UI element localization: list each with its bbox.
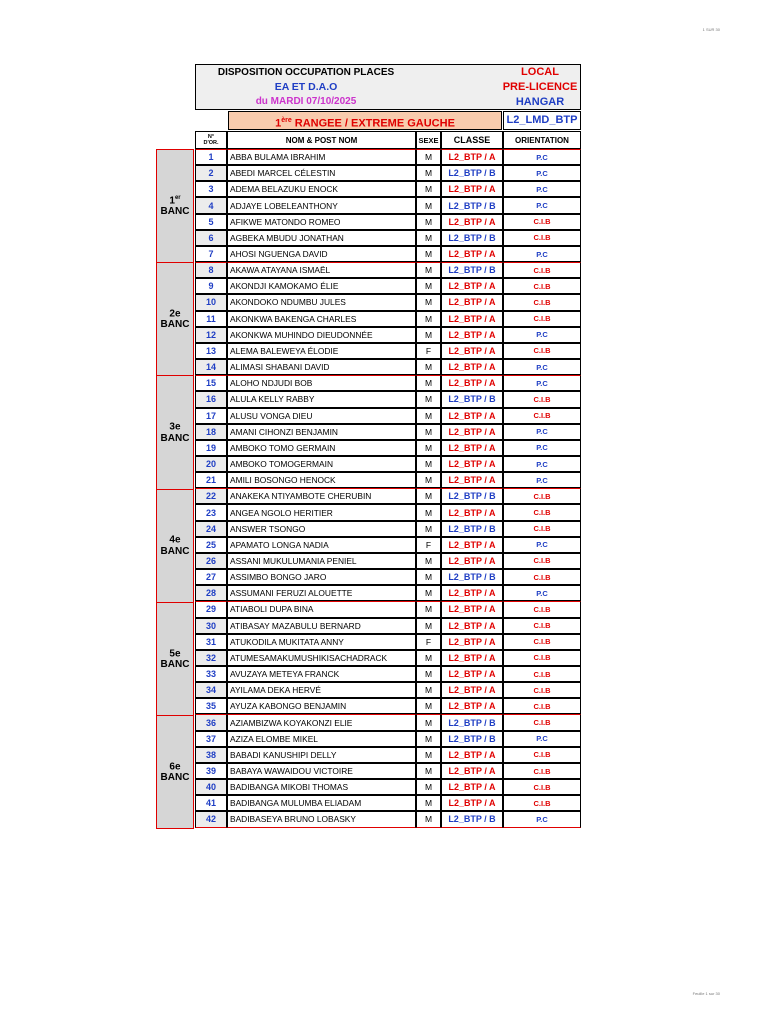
table-row	[195, 246, 581, 262]
banc-group	[156, 262, 194, 376]
student-classe: L2_BTP / A	[441, 294, 503, 310]
student-sexe: M	[416, 731, 441, 747]
rangee-sup: ère	[281, 117, 292, 124]
student-name: AMILI BOSONGO HENOCK	[227, 472, 416, 488]
row-number: 1	[195, 149, 227, 165]
table-row	[195, 488, 581, 504]
table-row	[195, 618, 581, 634]
student-classe: L2_BTP / A	[441, 214, 503, 230]
banc-number: 5e	[169, 648, 181, 659]
student-classe: L2_BTP / A	[441, 585, 503, 601]
table-row	[195, 504, 581, 520]
student-sexe: M	[416, 488, 441, 504]
row-number: 32	[195, 650, 227, 666]
row-number: 34	[195, 682, 227, 698]
student-orientation: C.I.B	[503, 278, 581, 294]
row-number: 31	[195, 634, 227, 650]
table-row	[195, 262, 581, 278]
banc-number: 4e	[169, 534, 181, 546]
row-number: 35	[195, 698, 227, 714]
header-prelicence: PRE-LICENCE	[502, 81, 578, 93]
banc-label: BANC	[160, 772, 190, 784]
student-name: BABADI KANUSHIPI DELLY	[227, 747, 416, 763]
row-number: 14	[195, 359, 227, 375]
table-row	[195, 650, 581, 666]
table-row	[195, 359, 581, 375]
student-orientation: C.I.B	[503, 634, 581, 650]
student-orientation: C.I.B	[503, 504, 581, 520]
student-sexe: M	[416, 311, 441, 327]
student-orientation: P.C	[503, 327, 581, 343]
student-orientation: C.I.B	[503, 553, 581, 569]
student-classe: L2_BTP / A	[441, 311, 503, 327]
student-sexe: F	[416, 343, 441, 359]
student-name: ATUKODILA MUKITATA ANNY	[227, 634, 416, 650]
student-classe: L2_BTP / A	[441, 246, 503, 262]
student-classe: L2_BTP / A	[441, 553, 503, 569]
student-name: ANGEA NGOLO HERITIER	[227, 504, 416, 520]
student-name: BABAYA WAWAIDOU VICTOIRE	[227, 763, 416, 779]
row-number: 33	[195, 666, 227, 682]
page-marker-top: 1 SUR 30	[702, 27, 720, 32]
table-row	[195, 763, 581, 779]
student-orientation: C.I.B	[503, 408, 581, 424]
row-number: 28	[195, 585, 227, 601]
student-name: AMBOKO TOMOGERMAIN	[227, 456, 416, 472]
student-orientation: C.I.B	[503, 666, 581, 682]
student-orientation: P.C	[503, 424, 581, 440]
student-sexe: F	[416, 537, 441, 553]
row-number: 4	[195, 197, 227, 213]
table-row	[195, 440, 581, 456]
banc-number: 2e	[169, 308, 181, 320]
row-number: 38	[195, 747, 227, 763]
student-orientation: C.I.B	[503, 488, 581, 504]
table-row	[195, 795, 581, 811]
banc-number: 3e	[169, 421, 181, 433]
student-classe: L2_BTP / A	[441, 149, 503, 165]
student-sexe: M	[416, 424, 441, 440]
student-sexe: F	[416, 634, 441, 650]
student-orientation: C.I.B	[503, 294, 581, 310]
row-number: 37	[195, 731, 227, 747]
student-orientation: P.C	[503, 811, 581, 827]
student-sexe: M	[416, 149, 441, 165]
row-number: 2	[195, 165, 227, 181]
student-name: ALIMASI SHABANI DAVID	[227, 359, 416, 375]
student-sexe: M	[416, 165, 441, 181]
student-classe: L2_BTP / A	[441, 618, 503, 634]
student-orientation: C.I.B	[503, 262, 581, 278]
rangee-number: 1	[275, 117, 282, 130]
student-orientation: C.I.B	[503, 763, 581, 779]
col-header-num-bottom: D'OR.	[203, 140, 219, 146]
row-number: 27	[195, 569, 227, 585]
student-sexe: M	[416, 504, 441, 520]
banc-group	[156, 489, 194, 603]
student-classe: L2_BTP / A	[441, 698, 503, 714]
student-sexe: M	[416, 214, 441, 230]
banc-label: BANC	[160, 206, 190, 218]
student-sexe: M	[416, 456, 441, 472]
students-table	[195, 149, 581, 828]
student-sexe: M	[416, 472, 441, 488]
student-orientation: C.I.B	[503, 311, 581, 327]
student-classe: L2_BTP / A	[441, 504, 503, 520]
student-classe: L2_BTP / B	[441, 811, 503, 827]
table-row	[195, 408, 581, 424]
table-row	[195, 521, 581, 537]
col-header-num	[195, 131, 227, 149]
student-name: AVUZAYA METEYA FRANCK	[227, 666, 416, 682]
row-number: 18	[195, 424, 227, 440]
student-orientation: P.C	[503, 537, 581, 553]
student-classe: L2_BTP / B	[441, 569, 503, 585]
student-orientation: P.C	[503, 456, 581, 472]
student-classe: L2_BTP / B	[441, 230, 503, 246]
student-sexe: M	[416, 327, 441, 343]
student-sexe: M	[416, 181, 441, 197]
student-orientation: P.C	[503, 181, 581, 197]
student-sexe: M	[416, 666, 441, 682]
student-orientation: C.I.B	[503, 343, 581, 359]
table-row	[195, 294, 581, 310]
row-number: 22	[195, 488, 227, 504]
student-sexe: M	[416, 569, 441, 585]
table-row	[195, 747, 581, 763]
student-name: ANAKEKA NTIYAMBOTE CHERUBIN	[227, 488, 416, 504]
student-sexe: M	[416, 795, 441, 811]
student-orientation: P.C	[503, 197, 581, 213]
student-sexe: M	[416, 278, 441, 294]
table-row	[195, 391, 581, 407]
row-number: 20	[195, 456, 227, 472]
table-row	[195, 585, 581, 601]
student-classe: L2_BTP / B	[441, 197, 503, 213]
student-name: ADJAYE LOBELEANTHONY	[227, 197, 416, 213]
row-number: 9	[195, 278, 227, 294]
student-sexe: M	[416, 747, 441, 763]
banc-group	[156, 375, 194, 489]
student-classe: L2_BTP / A	[441, 779, 503, 795]
student-name: AMANI CIHONZI BENJAMIN	[227, 424, 416, 440]
row-number: 21	[195, 472, 227, 488]
student-sexe: M	[416, 408, 441, 424]
table-row	[195, 181, 581, 197]
student-classe: L2_BTP / B	[441, 391, 503, 407]
row-number: 26	[195, 553, 227, 569]
student-orientation: C.I.B	[503, 569, 581, 585]
student-sexe: M	[416, 359, 441, 375]
banc-group	[156, 149, 194, 263]
student-orientation: P.C	[503, 165, 581, 181]
banc-label: BANC	[160, 545, 190, 557]
student-name: BADIBANGA MULUMBA ELIADAM	[227, 795, 416, 811]
row-number: 29	[195, 601, 227, 617]
table-row	[195, 214, 581, 230]
table-row	[195, 343, 581, 359]
header-subtitle: EA ET D.A.O	[274, 81, 338, 93]
student-name: ASSUMANI FERUZI ALOUETTE	[227, 585, 416, 601]
student-name: ANSWER TSONGO	[227, 521, 416, 537]
student-name: BADIBANGA MIKOBI THOMAS	[227, 779, 416, 795]
row-number: 8	[195, 262, 227, 278]
student-sexe: M	[416, 521, 441, 537]
student-name: ATUMESAMAKUMUSHIKISACHADRACK	[227, 650, 416, 666]
student-orientation: P.C	[503, 472, 581, 488]
student-sexe: M	[416, 197, 441, 213]
row-number: 3	[195, 181, 227, 197]
student-name: ABBA BULAMA IBRAHIM	[227, 149, 416, 165]
table-row	[195, 472, 581, 488]
row-number: 25	[195, 537, 227, 553]
student-classe: L2_BTP / A	[441, 747, 503, 763]
student-name: AKONKWA BAKENGA CHARLES	[227, 311, 416, 327]
banc-group	[156, 715, 194, 829]
student-name: AZIZA ELOMBE MIKEL	[227, 731, 416, 747]
header-date: du MARDI 07/10/2025	[255, 96, 357, 107]
student-sexe: M	[416, 391, 441, 407]
row-number: 40	[195, 779, 227, 795]
student-sexe: M	[416, 698, 441, 714]
table-row	[195, 553, 581, 569]
student-sexe: M	[416, 262, 441, 278]
student-classe: L2_BTP / A	[441, 650, 503, 666]
table-row	[195, 537, 581, 553]
document-header	[195, 64, 581, 110]
student-orientation: C.I.B	[503, 214, 581, 230]
student-classe: L2_BTP / B	[441, 488, 503, 504]
student-name: AYILAMA DEKA HERVÉ	[227, 682, 416, 698]
student-orientation: P.C	[503, 585, 581, 601]
student-orientation: P.C	[503, 359, 581, 375]
student-sexe: M	[416, 601, 441, 617]
student-sexe: M	[416, 294, 441, 310]
row-number: 42	[195, 811, 227, 827]
table-row	[195, 569, 581, 585]
row-number: 39	[195, 763, 227, 779]
table-row	[195, 230, 581, 246]
table-row	[195, 811, 581, 827]
student-name: BADIBASEYA BRUNO LOBASKY	[227, 811, 416, 827]
student-sexe: M	[416, 811, 441, 827]
student-name: ATIABOLI DUPA BINA	[227, 601, 416, 617]
student-classe: L2_BTP / A	[441, 666, 503, 682]
student-orientation: C.I.B	[503, 795, 581, 811]
student-classe: L2_BTP / A	[441, 440, 503, 456]
table-row	[195, 424, 581, 440]
student-classe: L2_BTP / A	[441, 327, 503, 343]
student-orientation: C.I.B	[503, 682, 581, 698]
row-number: 11	[195, 311, 227, 327]
student-sexe: M	[416, 779, 441, 795]
student-classe: L2_BTP / A	[441, 343, 503, 359]
table-row	[195, 149, 581, 165]
student-classe: L2_BTP / A	[441, 424, 503, 440]
student-name: AKAWA ATAYANA ISMAËL	[227, 262, 416, 278]
col-header-name: NOM & POST NOM	[227, 131, 416, 149]
row-number: 6	[195, 230, 227, 246]
banc-label: BANC	[160, 659, 190, 670]
student-sexe: M	[416, 375, 441, 391]
row-number: 7	[195, 246, 227, 262]
student-orientation: C.I.B	[503, 698, 581, 714]
student-orientation: C.I.B	[503, 521, 581, 537]
student-orientation: C.I.B	[503, 779, 581, 795]
student-classe: L2_BTP / B	[441, 521, 503, 537]
table-row	[195, 278, 581, 294]
student-classe: L2_BTP / B	[441, 262, 503, 278]
banc-number: 6e	[169, 761, 181, 773]
student-orientation: C.I.B	[503, 391, 581, 407]
rangee-label: RANGEE / EXTREME GAUCHE	[291, 117, 455, 130]
student-orientation: P.C	[503, 440, 581, 456]
table-row	[195, 197, 581, 213]
banc-label: BANC	[160, 319, 190, 331]
student-name: APAMATO LONGA NADIA	[227, 537, 416, 553]
student-classe: L2_BTP / A	[441, 537, 503, 553]
student-name: AKONKWA MUHINDO DIEUDONNÉE	[227, 327, 416, 343]
rangee-band	[228, 111, 502, 130]
student-orientation: P.C	[503, 149, 581, 165]
student-orientation: C.I.B	[503, 714, 581, 730]
student-orientation: C.I.B	[503, 747, 581, 763]
student-classe: L2_BTP / A	[441, 601, 503, 617]
table-row	[195, 779, 581, 795]
row-number: 10	[195, 294, 227, 310]
table-row	[195, 682, 581, 698]
student-orientation: C.I.B	[503, 650, 581, 666]
table-row	[195, 634, 581, 650]
student-name: ALUSU VONGA DIEU	[227, 408, 416, 424]
table-row	[195, 456, 581, 472]
student-sexe: M	[416, 714, 441, 730]
student-name: AHOSI NGUENGA DAVID	[227, 246, 416, 262]
table-row	[195, 165, 581, 181]
table-row	[195, 375, 581, 391]
student-classe: L2_BTP / A	[441, 181, 503, 197]
student-classe: L2_BTP / A	[441, 375, 503, 391]
row-number: 19	[195, 440, 227, 456]
table-row	[195, 327, 581, 343]
student-sexe: M	[416, 246, 441, 262]
table-row	[195, 311, 581, 327]
row-number: 41	[195, 795, 227, 811]
row-number: 16	[195, 391, 227, 407]
banc-group	[156, 602, 194, 716]
student-sexe: M	[416, 230, 441, 246]
student-sexe: M	[416, 553, 441, 569]
table-row	[195, 731, 581, 747]
student-name: AFIKWE MATONDO ROMEO	[227, 214, 416, 230]
student-name: ATIBASAY MAZABULU BERNARD	[227, 618, 416, 634]
student-sexe: M	[416, 763, 441, 779]
student-classe: L2_BTP / A	[441, 795, 503, 811]
promotion-label: L2_LMD_BTP	[503, 111, 581, 130]
student-name: ALOHO NDJUDI BOB	[227, 375, 416, 391]
student-orientation: P.C	[503, 731, 581, 747]
student-classe: L2_BTP / B	[441, 731, 503, 747]
student-name: ALULA KELLY RABBY	[227, 391, 416, 407]
student-orientation: P.C	[503, 375, 581, 391]
row-number: 13	[195, 343, 227, 359]
student-orientation: C.I.B	[503, 230, 581, 246]
student-name: AGBEKA MBUDU JONATHAN	[227, 230, 416, 246]
student-classe: L2_BTP / A	[441, 763, 503, 779]
student-name: AMBOKO TOMO GERMAIN	[227, 440, 416, 456]
student-classe: L2_BTP / A	[441, 408, 503, 424]
student-classe: L2_BTP / B	[441, 714, 503, 730]
page-marker-bottom: Feuille 1 sur 30	[692, 991, 720, 996]
row-number: 36	[195, 714, 227, 730]
student-orientation: P.C	[503, 246, 581, 262]
student-classe: L2_BTP / B	[441, 165, 503, 181]
student-classe: L2_BTP / A	[441, 634, 503, 650]
row-number: 12	[195, 327, 227, 343]
row-number: 15	[195, 375, 227, 391]
row-number: 30	[195, 618, 227, 634]
student-name: ABEDI MARCEL CÉLESTIN	[227, 165, 416, 181]
banc-label: BANC	[160, 432, 190, 444]
student-classe: L2_BTP / A	[441, 472, 503, 488]
row-number: 24	[195, 521, 227, 537]
student-sexe: M	[416, 440, 441, 456]
col-header-sexe: SEXE	[416, 131, 441, 149]
row-number: 17	[195, 408, 227, 424]
student-sexe: M	[416, 682, 441, 698]
banc-number: 1	[169, 195, 175, 207]
student-sexe: M	[416, 650, 441, 666]
header-hangar: HANGAR	[515, 96, 565, 108]
banc-sup: er	[174, 194, 181, 201]
row-number: 23	[195, 504, 227, 520]
student-classe: L2_BTP / A	[441, 278, 503, 294]
col-header-orientation: ORIENTATION	[503, 131, 581, 149]
student-name: AYUZA KABONGO BENJAMIN	[227, 698, 416, 714]
student-name: ASSANI MUKULUMANIA PENIEL	[227, 553, 416, 569]
student-classe: L2_BTP / A	[441, 359, 503, 375]
student-name: ADEMA BELAZUKU ENOCK	[227, 181, 416, 197]
table-row	[195, 666, 581, 682]
student-sexe: M	[416, 618, 441, 634]
student-name: ASSIMBO BONGO JARO	[227, 569, 416, 585]
student-orientation: C.I.B	[503, 618, 581, 634]
col-header-classe: CLASSE	[441, 131, 503, 149]
table-row	[195, 601, 581, 617]
row-number: 5	[195, 214, 227, 230]
student-classe: L2_BTP / A	[441, 682, 503, 698]
student-name: AKONDJI KAMOKAMO ÉLIE	[227, 278, 416, 294]
student-sexe: M	[416, 585, 441, 601]
table-row	[195, 698, 581, 714]
student-name: AKONDOKO NDUMBU JULES	[227, 294, 416, 310]
student-orientation: C.I.B	[503, 601, 581, 617]
student-name: ALEMA BALEWEYA ÉLODIE	[227, 343, 416, 359]
table-row	[195, 714, 581, 730]
header-title: DISPOSITION OCCUPATION PLACES	[217, 67, 395, 78]
header-local: LOCAL	[521, 66, 559, 78]
col-header-num-top: N°	[207, 134, 215, 140]
student-classe: L2_BTP / A	[441, 456, 503, 472]
student-name: AZIAMBIZWA KOYAKONZI ELIE	[227, 714, 416, 730]
